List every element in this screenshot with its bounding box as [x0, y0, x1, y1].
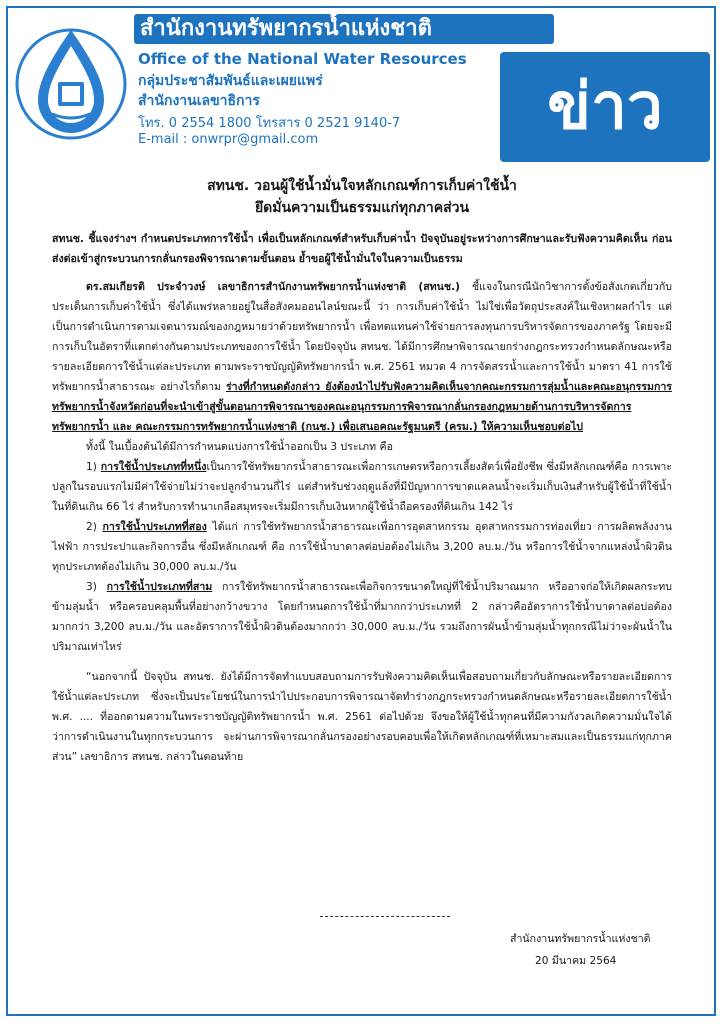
signature-divider — [320, 916, 450, 917]
contact-phone: โทร. 0 2554 1800 โทรสาร 0 2521 9140-7 — [138, 116, 401, 131]
item-1-number: 1) — [86, 461, 101, 473]
department-name: กลุ่มประชาสัมพันธ์และเผยแพร่ — [138, 73, 323, 89]
item-3-title: การใช้น้ำประเภทที่สาม — [106, 581, 213, 593]
office-name: สำนักงานเลขาธิการ — [138, 93, 260, 109]
lead-paragraph: สทนช. ชี้แจงร่างฯ กำหนดประเภทการใช้น้ำ เพื่อเป็นหลักเกณฑ์สำหรับเก็บค่าน้ำ ปัจจุบันอยู่ระหว่างการศึกษาและรับฟังความคิดเห็น ก่อนส่งต่อเข้าสู่กระบวนการกลั่นกรองพิจารณาตามขั้นตอน ย้ำขอผู้ใช้น้ำมั่นใจในความเป็นธรรม — [52, 233, 672, 265]
quote-paragraph: “นอกจากนี้ ปัจจุบัน สทนช. ยังได้มีการจัดทำแบบสอบถามการรับฟังความคิดเห็นเพื่อสอบถามเกี่ยวกับลักษณะหรือรายละเอียดการใช้น้ำแต่ละประเภท ซึ่งจะเป็นประโยชน์ในการนำไปประกอบการพิจารณาจัดทำร่างกฎกระทรวงกำหนดลักษณะหรือรายละเอียดการใช้น้ำ พ.ศ. .... ที่ออกตามความในพระราชบัญญัติทรัพยากรน้ำ พ.ศ. 2561 ต่อไปด้วย จึงขอให้ผู้ใช้น้ำทุกคนที่มีความกังวลเกิดความมั่นใจได้ว่าการดำเนินงานในทุกกระบวนการ จะผ่านการพิจารณากลั่นกรองอย่างรอบคอบเพื่อให้เกิดหลักเกณฑ์ที่เหมาะสมและเป็นธรรมแก่ทุกภาคส่วน” เลขาธิการ สทนช. กล่าวในตอนท้าย — [52, 671, 672, 763]
onwr-logo-icon — [12, 12, 130, 150]
item-3-number: 3) — [86, 581, 107, 593]
speaker-name: ดร.สมเกียรติ ประจำวงษ์ เลขาธิการสำนักงานทรัพยากรน้ำแห่งชาติ (สทนช.) — [86, 281, 460, 293]
item-1-text: เป็นการใช้ทรัพยากรน้ำสาธารณะเพื่อการเกษตรหรือการเลี้ยงสัตว์เพื่อยังชีพ ซึ่งมีหลักเกณฑ์คือ การเพาะปลูกในรอบแรกไม่มีค่าใช้จ่ายไม่ว่าจะปลูกจำนวนกี่ไร่ แต่สำหรับช่วงฤดูแล้งที่มีปัญหาการขาดแคลนน้ำจะเริ่มเก็บเงินสำหรับผู้ใช้น้ำที่ใช้น้ำในที่ดินเกิน 66 ไร่ สำหรับการทำนาเกลือสมุทรจะเริ่มมีการเก็บเงินหากผู้ใช้น้ำถือครองที่ดินเกิน 142 ไร่ — [52, 461, 672, 513]
signature-org: สำนักงานทรัพยากรน้ำแห่งชาติ — [510, 933, 651, 945]
item-2-number: 2) — [86, 521, 103, 533]
paragraph-1-text: ชี้แจงในกรณีนักวิชาการตั้งข้อสังเกตเกี่ยวกับประเด็นการเก็บค่าใช้น้ำ ซึ่งได้แพร่หลายอยู่ในสื่อสังคมออนไลน์ขณะนี้ ว่า การเก็บค่าใช้น้ำ ไม่ใช่เพื่อวัตถุประสงค์ในเชิงหาผลกำไร แต่เป็นการดำเนินการตามเจตนารมณ์ของกฎหมายว่าด้วยทรัพยากรน้ำ เพื่อทดแทนค่าใช้จ่ายการลงทุนการบริหารจัดการของภาครัฐ โดยจะมีการเก็บในอัตราที่แตกต่างกันตามประเภทของการใช้น้ำ โดยปัจจุบัน สทนช. ได้มีการศึกษาพิจารณายกร่างกฎกระทรวงกำหนดลักษณะหรือรายละเอียดการใช้น้ำแต่ละประเภท ตามพระราชบัญญัติทรัพยากรน้ำ พ.ศ. 2561 หมวด 4 การจัดสรรน้ำและการใช้น้ำ มาตรา 41 การใช้ทรัพยากรน้ำสาธารณะ อย่างไรก็ตาม — [52, 281, 672, 393]
article — [52, 175, 672, 767]
paragraph-2: ทั้งนี้ ในเบื้องต้นได้มีการกำหนดแบ่งการใช้น้ำออกเป็น 3 ประเภท คือ — [86, 441, 393, 453]
headline-line-2: ยึดมั่นความเป็นธรรมแก่ทุกภาคส่วน — [254, 200, 470, 216]
signature-date: 20 มีนาคม 2564 — [535, 955, 617, 967]
water-use-type-3 — [52, 577, 672, 657]
org-name-en: Office of the National Water Resources — [138, 50, 467, 68]
item-2-text: ได้แก่ การใช้ทรัพยากรน้ำสาธารณะเพื่อการอุตสาหกรรม อุตสาหกรรมการท่องเที่ยว การผลิตพลังงานไฟฟ้า การประปาและกิจการอื่น ซึ่งมีหลักเกณฑ์ คือ การใช้น้ำบาดาลต่อบ่อต้องไม่เกิน 3,200 ลบ.ม./วัน หรือการใช้น้ำจากแหล่งน้ำผิวดินทุกประเภทต้องไม่เกิน 30,000 ลบ.ม./วัน — [52, 521, 672, 573]
water-use-type-2 — [52, 517, 672, 577]
item-1-title: การใช้น้ำประเภทที่หนึ่ง — [100, 461, 207, 473]
paragraph-1 — [52, 277, 672, 437]
item-2-title: การใช้น้ำประเภทที่สอง — [102, 521, 207, 533]
item-3-text: การใช้ทรัพยากรน้ำสาธารณะเพื่อกิจการขนาดใหญ่ที่ใช้น้ำปริมาณมาก หรืออาจก่อให้เกิดผลกระทบข้ามลุ่มน้ำ หรือครอบคลุมพื้นที่อย่างกว้างขวาง โดยกำหนดการใช้น้ำที่มากกว่าประเภทที่ 2 กล่าวคืออัตราการใช้น้ำบาดาลต่อบ่อต้องมากกว่า 3,200 ลบ.ม./วัน และอัตราการใช้น้ำผิวดินต้องมากกว่า 30,000 ลบ.ม./วัน รวมถึงการผันน้ำข้ามลุ่มน้ำทุกกรณีไม่ว่าจะผันน้ำในปริมาณเท่าไหร่ — [52, 581, 673, 653]
news-label: ข่าว — [547, 70, 663, 144]
paragraph-1-emphasis: ร่างที่กำหนดดังกล่าว ยังต้องนำไปรับฟังความคิดเห็นจากคณะกรรมการลุ่มน้ำและคณะอนุกรรมการทรัพยากรน้ำจังหวัดก่อนที่จะนำเข้าสู่ขั้นตอนการพิจารณาของคณะอนุกรรมการพิจารณากลั่นกรองกฎหมายด้านการบริหารจัดการทรัพยากรน้ำ และ คณะกรรมการทรัพยากรน้ำแห่งชาติ (กนช.) เพื่อเสนอคณะรัฐมนตรี (ครม.) ให้ความเห็นชอบต่อไป — [52, 381, 672, 433]
headline-line-1: สทนช. วอนผู้ใช้น้ำมั่นใจหลักเกณฑ์การเก็บค่าใช้น้ำ — [207, 178, 517, 194]
water-use-type-1 — [52, 457, 672, 517]
contact-email[interactable]: E-mail : onwrpr@gmail.com — [138, 132, 319, 147]
letterhead — [0, 0, 724, 160]
org-name-th: สำนักงานทรัพยากรน้ำแห่งชาติ — [140, 16, 432, 41]
